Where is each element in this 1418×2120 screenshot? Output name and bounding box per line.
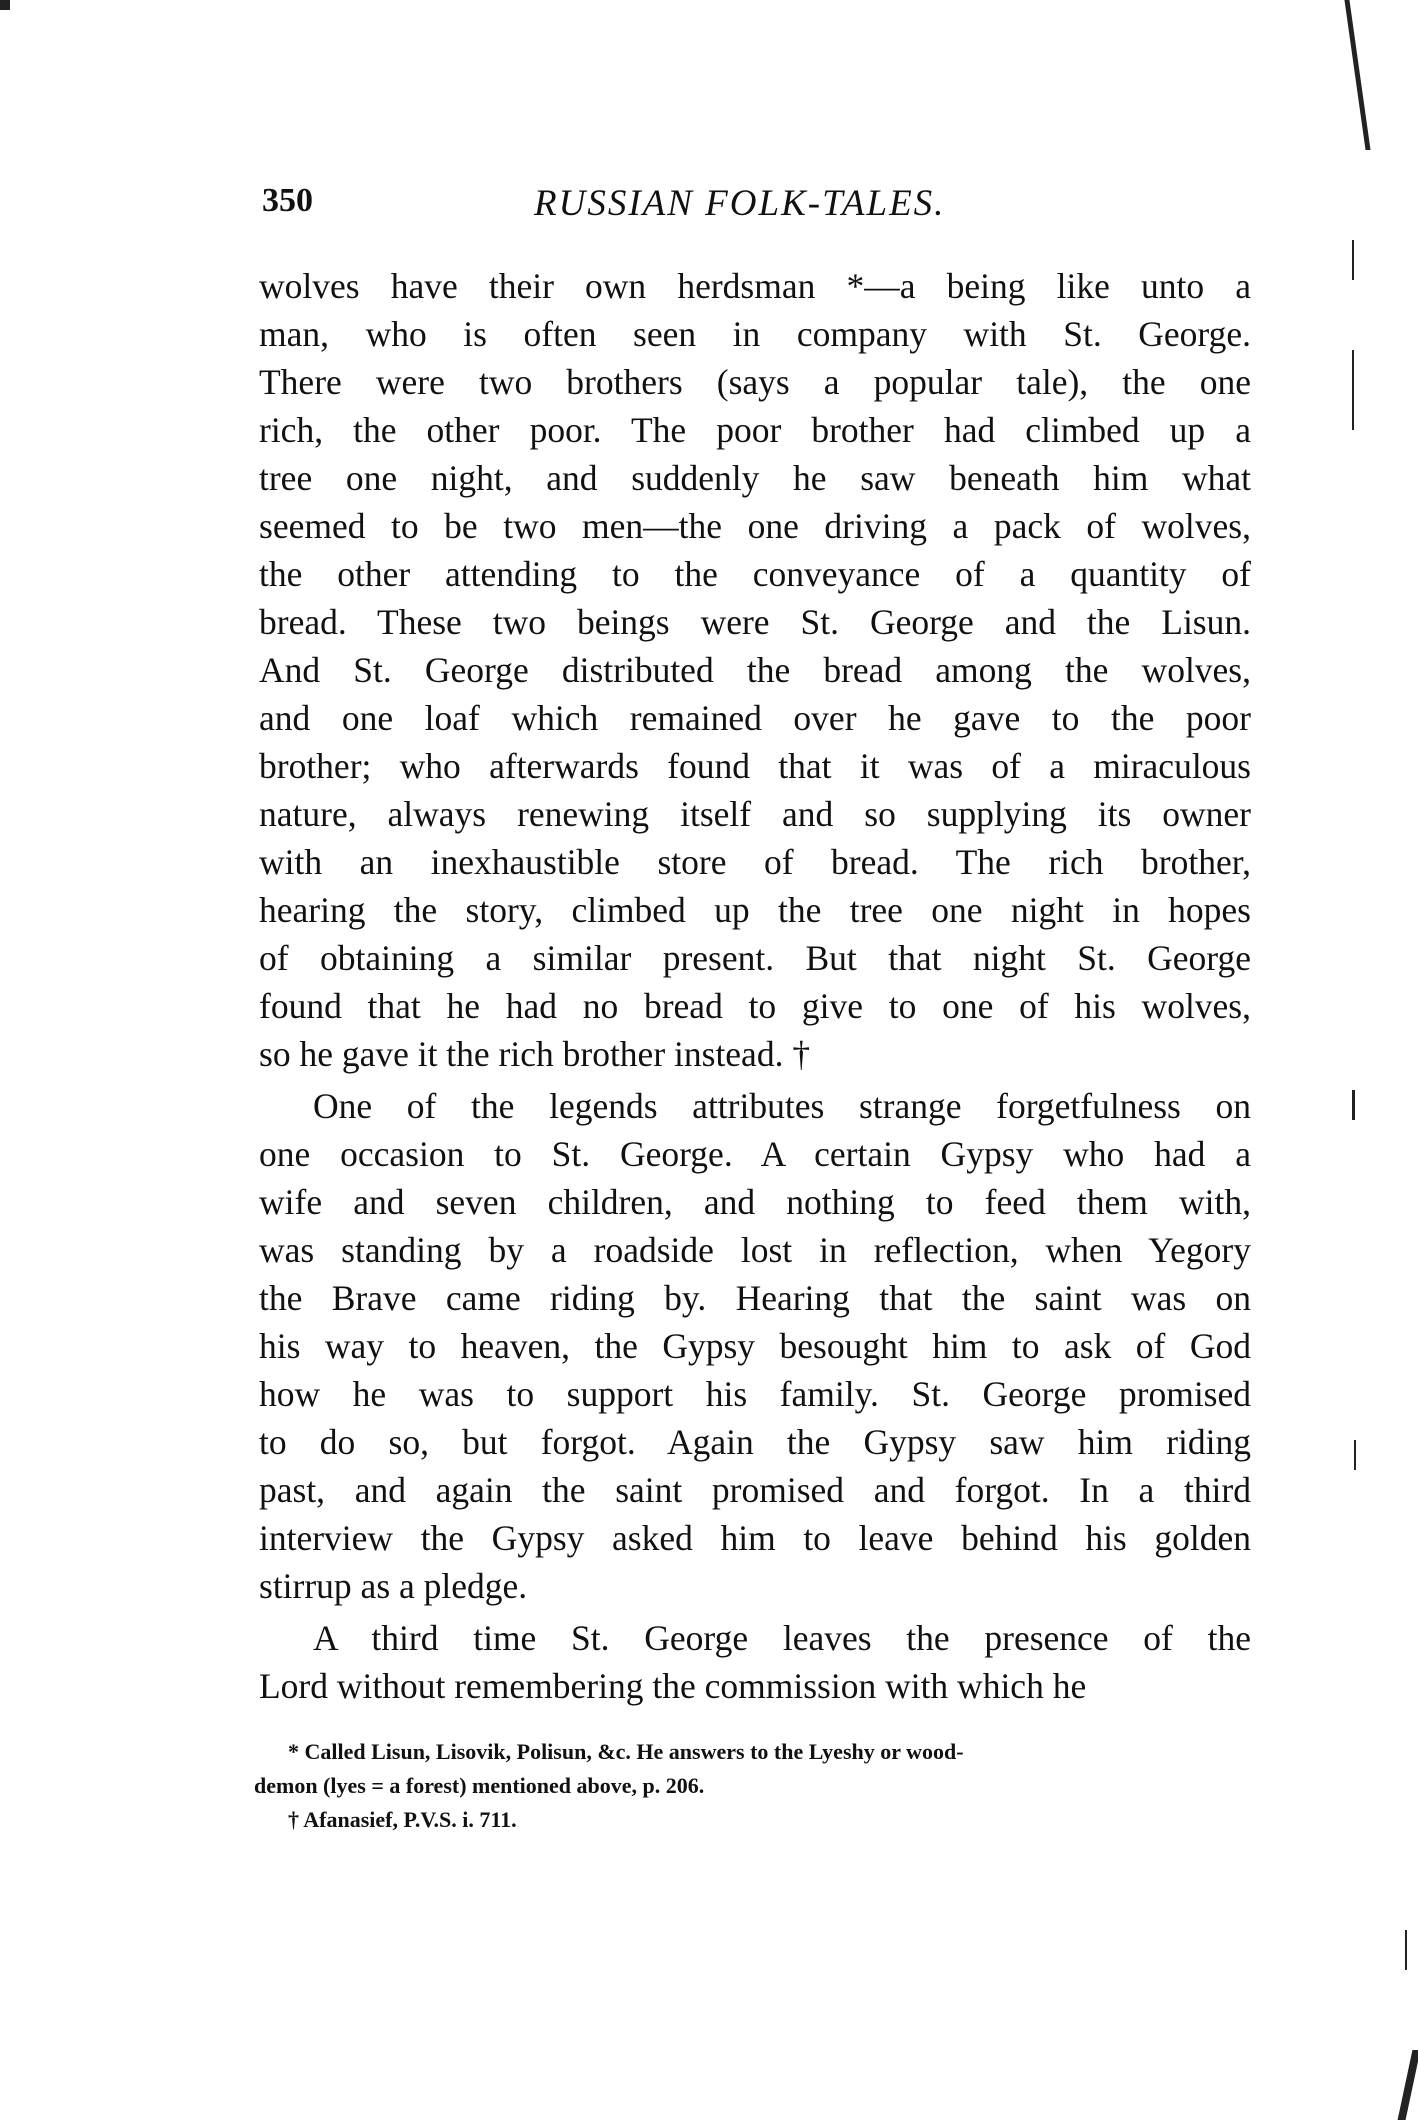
text-line: so he gave it the rich brother instead. † bbox=[259, 1034, 811, 1074]
text-line: his way to heaven, the Gypsy besought him to ask of God bbox=[259, 1326, 1251, 1366]
paragraph bbox=[259, 1082, 1251, 1610]
text-line: past, and again the saint promised and forgot. In a third bbox=[259, 1470, 1251, 1510]
text-line: rich, the other poor. The poor brother had climbed up a bbox=[259, 410, 1251, 450]
scan-edge-mark bbox=[1344, 0, 1370, 150]
scan-edge-mark bbox=[1352, 350, 1354, 430]
text-line: of obtaining a similar present. But that night St. George bbox=[259, 938, 1251, 978]
text-line: seemed to be two men—the one driving a pack of wolves, bbox=[259, 506, 1251, 546]
text-line: brother; who afterwards found that it was of a miraculous bbox=[259, 746, 1251, 786]
footnote bbox=[254, 1735, 1248, 1803]
text-line: the Brave came riding by. Hearing that the saint was on bbox=[259, 1278, 1251, 1318]
running-title: RUSSIAN FOLK-TALES. bbox=[534, 183, 946, 224]
text-line: was standing by a roadside lost in reflection, when Yegory bbox=[259, 1230, 1251, 1270]
footnote-line: demon (lyes = a forest) mentioned above, p. 206. bbox=[254, 1773, 705, 1798]
text-line: tree one night, and suddenly he saw beneath him what bbox=[259, 458, 1251, 498]
text-line: how he was to support his family. St. George promised bbox=[259, 1374, 1251, 1414]
scan-edge-mark bbox=[1352, 1090, 1355, 1120]
footnote bbox=[288, 1803, 1248, 1837]
text-line: interview the Gypsy asked him to leave behind his golden bbox=[259, 1518, 1251, 1558]
footnote-line: * Called Lisun, Lisovik, Polisun, &c. He answers to the Lyeshy or wood- bbox=[288, 1739, 964, 1764]
text-line: One of the legends attributes strange forgetfulness on bbox=[313, 1086, 1251, 1126]
paragraph bbox=[259, 262, 1251, 1078]
text-line: to do so, but forgot. Again the Gypsy saw him riding bbox=[259, 1422, 1251, 1462]
page-number: 350 bbox=[262, 182, 313, 219]
scan-edge-mark bbox=[0, 0, 10, 10]
running-head bbox=[262, 182, 1262, 232]
scan-edge-mark bbox=[1352, 240, 1354, 280]
text-line: and one loaf which remained over he gave to the poor bbox=[259, 698, 1251, 738]
text-line: Lord without remembering the commission with which he bbox=[259, 1666, 1087, 1706]
text-line: the other attending to the conveyance of a quantity of bbox=[259, 554, 1251, 594]
text-line: wife and seven children, and nothing to feed them with, bbox=[259, 1182, 1251, 1222]
text-line: There were two brothers (says a popular tale), the one bbox=[259, 362, 1251, 402]
text-line: stirrup as a pledge. bbox=[259, 1566, 528, 1606]
scan-edge-mark bbox=[1354, 1440, 1356, 1470]
text-line: hearing the story, climbed up the tree one night in hopes bbox=[259, 890, 1251, 930]
scan-edge-mark bbox=[1405, 1930, 1407, 1970]
text-line: bread. These two beings were St. George and the Lisun. bbox=[259, 602, 1251, 642]
text-line: man, who is often seen in company with St. George. bbox=[259, 314, 1251, 354]
text-line: A third time St. George leaves the presence of the bbox=[313, 1618, 1251, 1658]
scan-edge-mark bbox=[1398, 2050, 1418, 2120]
text-line: wolves have their own herdsman *—a being like unto a bbox=[259, 266, 1251, 306]
footnotes bbox=[254, 1735, 1248, 1837]
text-line: found that he had no bread to give to one of his wolves, bbox=[259, 986, 1251, 1026]
paragraph bbox=[259, 1614, 1251, 1710]
body-text bbox=[259, 262, 1251, 1710]
text-line: And St. George distributed the bread among the wolves, bbox=[259, 650, 1251, 690]
text-line: one occasion to St. George. A certain Gypsy who had a bbox=[259, 1134, 1251, 1174]
footnote-line: † Afanasief, P.V.S. i. 711. bbox=[288, 1807, 517, 1832]
text-line: nature, always renewing itself and so supplying its owner bbox=[259, 794, 1251, 834]
text-line: with an inexhaustible store of bread. The rich brother, bbox=[259, 842, 1251, 882]
